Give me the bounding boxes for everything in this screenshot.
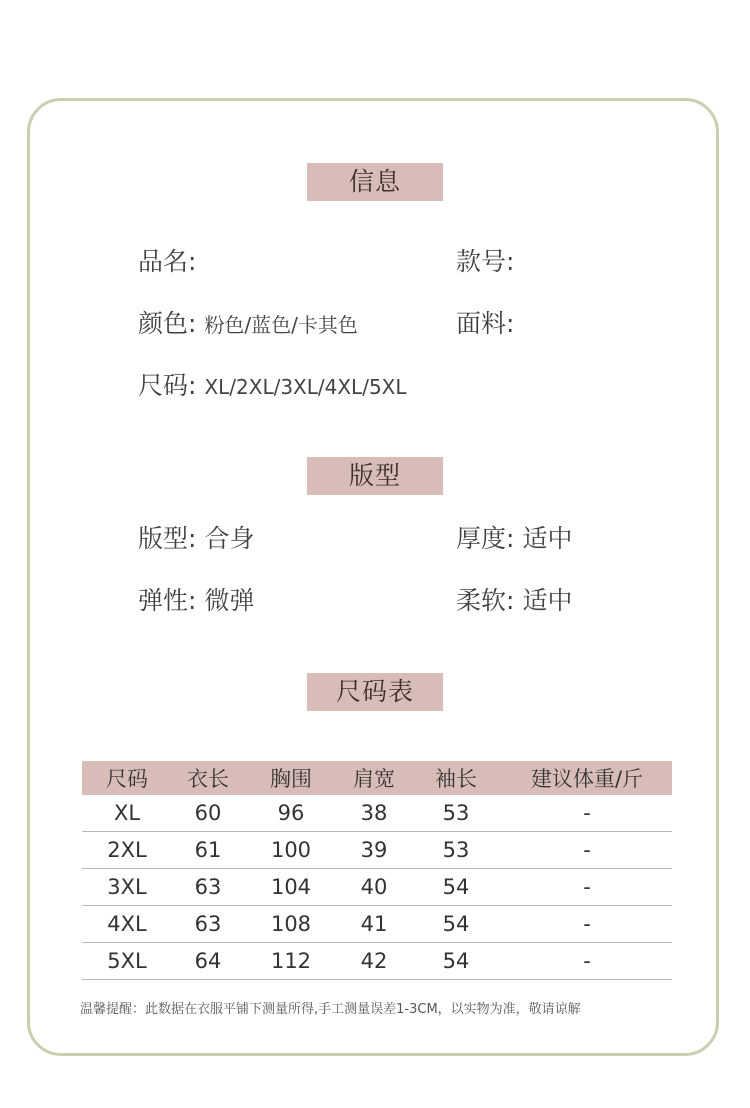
fit-label: 版型: [138,524,197,553]
elasticity-label: 弹性: [138,586,197,615]
field-fabric [456,306,522,343]
size-table-header [82,761,672,795]
color-label: 颜色: [138,309,197,338]
field-product-name [138,244,204,281]
product-name-label: 品名: [138,247,197,276]
cell-chest: 100 [270,838,312,862]
fabric-label: 面料: [456,309,515,338]
size-label: 尺码: [138,371,197,400]
elasticity-value: 微弹 [204,586,255,615]
table-row [82,832,672,869]
measurement-note: 温馨提醒：此数据在衣服平铺下测量所得,手工测量误差1-3CM，以实物为准，敬请谅解 [80,1002,581,1017]
field-softness [456,583,572,619]
style-number-label: 款号: [456,247,515,276]
cell-weight: - [583,801,591,825]
section-title-info: 信息 [307,163,443,201]
field-thickness [456,521,572,557]
cell-shoulder: 39 [360,838,388,862]
cell-length: 64 [194,949,222,973]
thickness-label: 厚度: [456,524,515,553]
cell-weight: - [583,838,591,862]
header-sleeve: 袖长 [435,767,477,791]
table-row [82,869,672,906]
cell-sleeve: 53 [442,801,470,825]
cell-chest: 108 [270,912,312,936]
header-shoulder: 肩宽 [353,767,395,791]
cell-size: 2XL [107,838,147,862]
size-value: XL/2XL/3XL/4XL/5XL [204,375,407,399]
color-value: 粉色/蓝色/卡其色 [204,313,358,337]
cell-chest: 104 [270,875,312,899]
cell-size: 5XL [107,949,147,973]
field-style-number [456,244,522,281]
softness-value: 适中 [522,586,573,615]
cell-chest: 112 [270,949,312,973]
field-elasticity [138,583,254,619]
section-title-fit: 版型 [307,457,443,495]
cell-length: 60 [194,801,222,825]
cell-weight: - [583,949,591,973]
header-weight: 建议体重/斤 [530,767,644,791]
table-row [82,906,672,943]
field-fit [138,521,254,557]
cell-shoulder: 42 [360,949,388,973]
cell-size: 3XL [107,875,147,899]
field-size [138,368,407,405]
cell-shoulder: 41 [360,912,388,936]
cell-length: 61 [194,838,222,862]
cell-sleeve: 54 [442,912,470,936]
table-row [82,943,672,980]
header-size: 尺码 [106,767,148,791]
cell-sleeve: 54 [442,875,470,899]
size-table [82,761,672,980]
cell-length: 63 [194,912,222,936]
cell-size: XL [113,801,141,825]
fit-value: 合身 [204,524,255,553]
field-color [138,306,358,343]
cell-size: 4XL [107,912,147,936]
cell-chest: 96 [277,801,305,825]
softness-label: 柔软: [456,586,515,615]
cell-length: 63 [194,875,222,899]
cell-shoulder: 38 [360,801,388,825]
thickness-value: 适中 [522,524,573,553]
cell-sleeve: 53 [442,838,470,862]
header-length: 衣长 [187,767,229,791]
cell-shoulder: 40 [360,875,388,899]
header-chest: 胸围 [270,767,312,791]
section-title-size-chart: 尺码表 [307,673,443,711]
cell-weight: - [583,912,591,936]
cell-weight: - [583,875,591,899]
cell-sleeve: 54 [442,949,470,973]
table-row [82,795,672,832]
